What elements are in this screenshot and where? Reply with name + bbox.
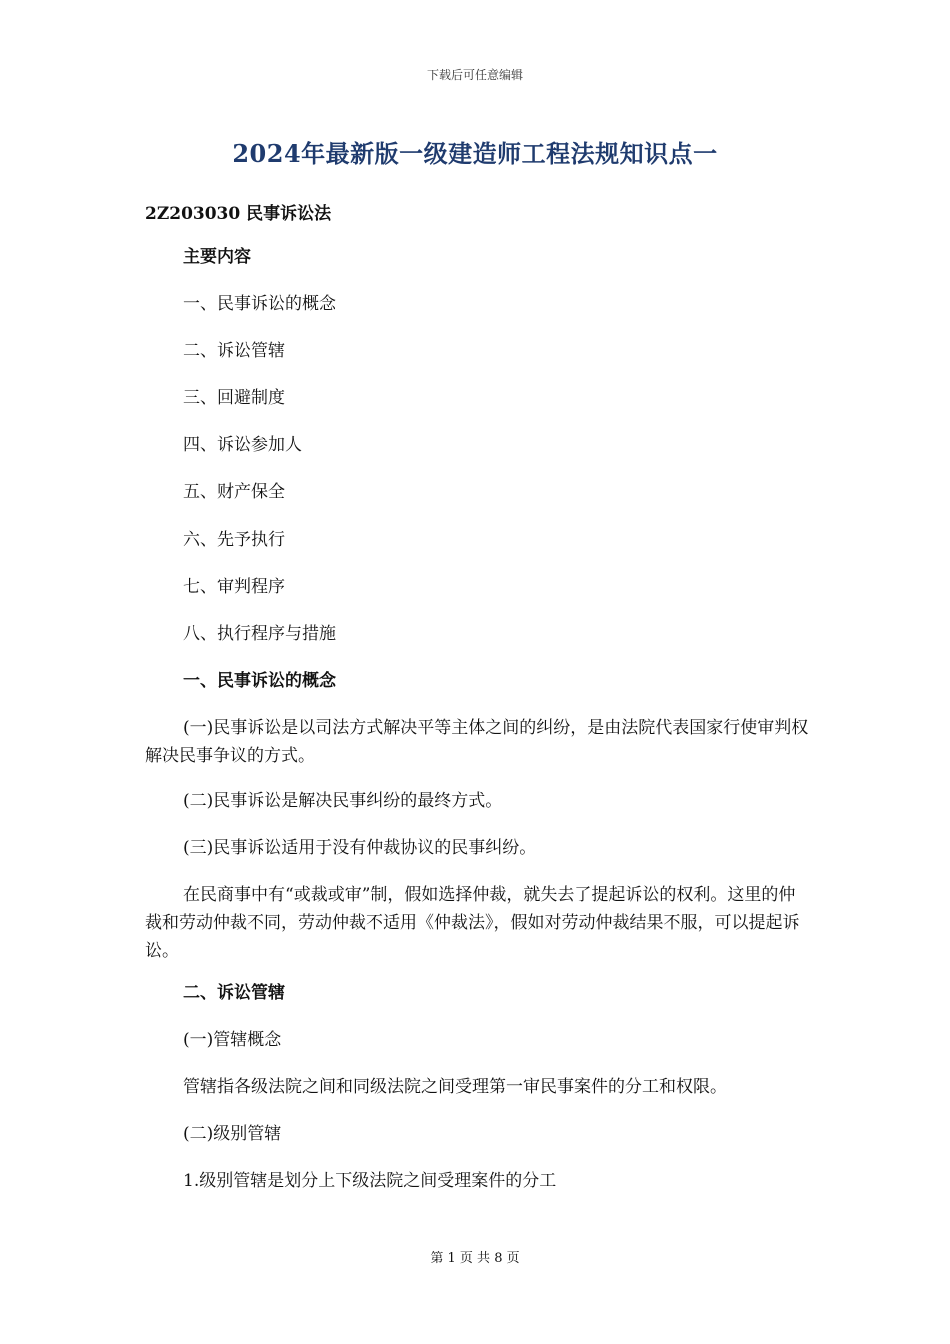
section-code-heading: 2Z203030 民事诉讼法 [145,204,332,224]
paragraph: 在民商事中有“或裁或审”制，假如选择仲裁，就失去了提起诉讼的权利。这里的仲裁和劳动仲裁不同，劳动仲裁不适用《仲裁法》，假如对劳动仲裁结果不服，可以提起诉讼。 [145,885,800,961]
outline-item: 八、执行程序与措施 [183,624,336,644]
paragraph: 1.级别管辖是划分上下级法院之间受理案件的分工 [183,1171,557,1191]
outline-item: 一、民事诉讼的概念 [183,294,336,314]
outline-item: 六、先予执行 [183,530,285,550]
section-heading: 二、诉讼管辖 [183,983,285,1003]
subsection-heading: (二)级别管辖 [183,1124,282,1144]
page-header-note: 下载后可任意编辑 [426,68,523,82]
page-footer: 第 1 页 共 8 页 [430,1251,520,1266]
outline-item: 二、诉讼管辖 [183,341,285,361]
outline-item: 三、回避制度 [183,388,285,408]
outline-item: 四、诉讼参加人 [183,435,302,455]
main-content-heading: 主要内容 [183,247,251,267]
document-title: 2024年最新版一级建造师工程法规知识点一 [232,139,718,168]
section-heading: 一、民事诉讼的概念 [183,671,336,691]
paragraph: (二)民事诉讼是解决民事纠纷的最终方式。 [183,791,503,811]
subsection-heading: (一)管辖概念 [183,1030,282,1050]
paragraph: (三)民事诉讼适用于没有仲裁协议的民事纠纷。 [183,838,537,858]
paragraph: 管辖指各级法院之间和同级法院之间受理第一审民事案件的分工和权限。 [183,1077,727,1097]
paragraph: (一)民事诉讼是以司法方式解决平等主体之间的纠纷，是由法院代表国家行使审判权解决民事争议的方式。 [145,718,809,766]
outline-item: 五、财产保全 [183,482,285,502]
outline-item: 七、审判程序 [183,577,285,597]
